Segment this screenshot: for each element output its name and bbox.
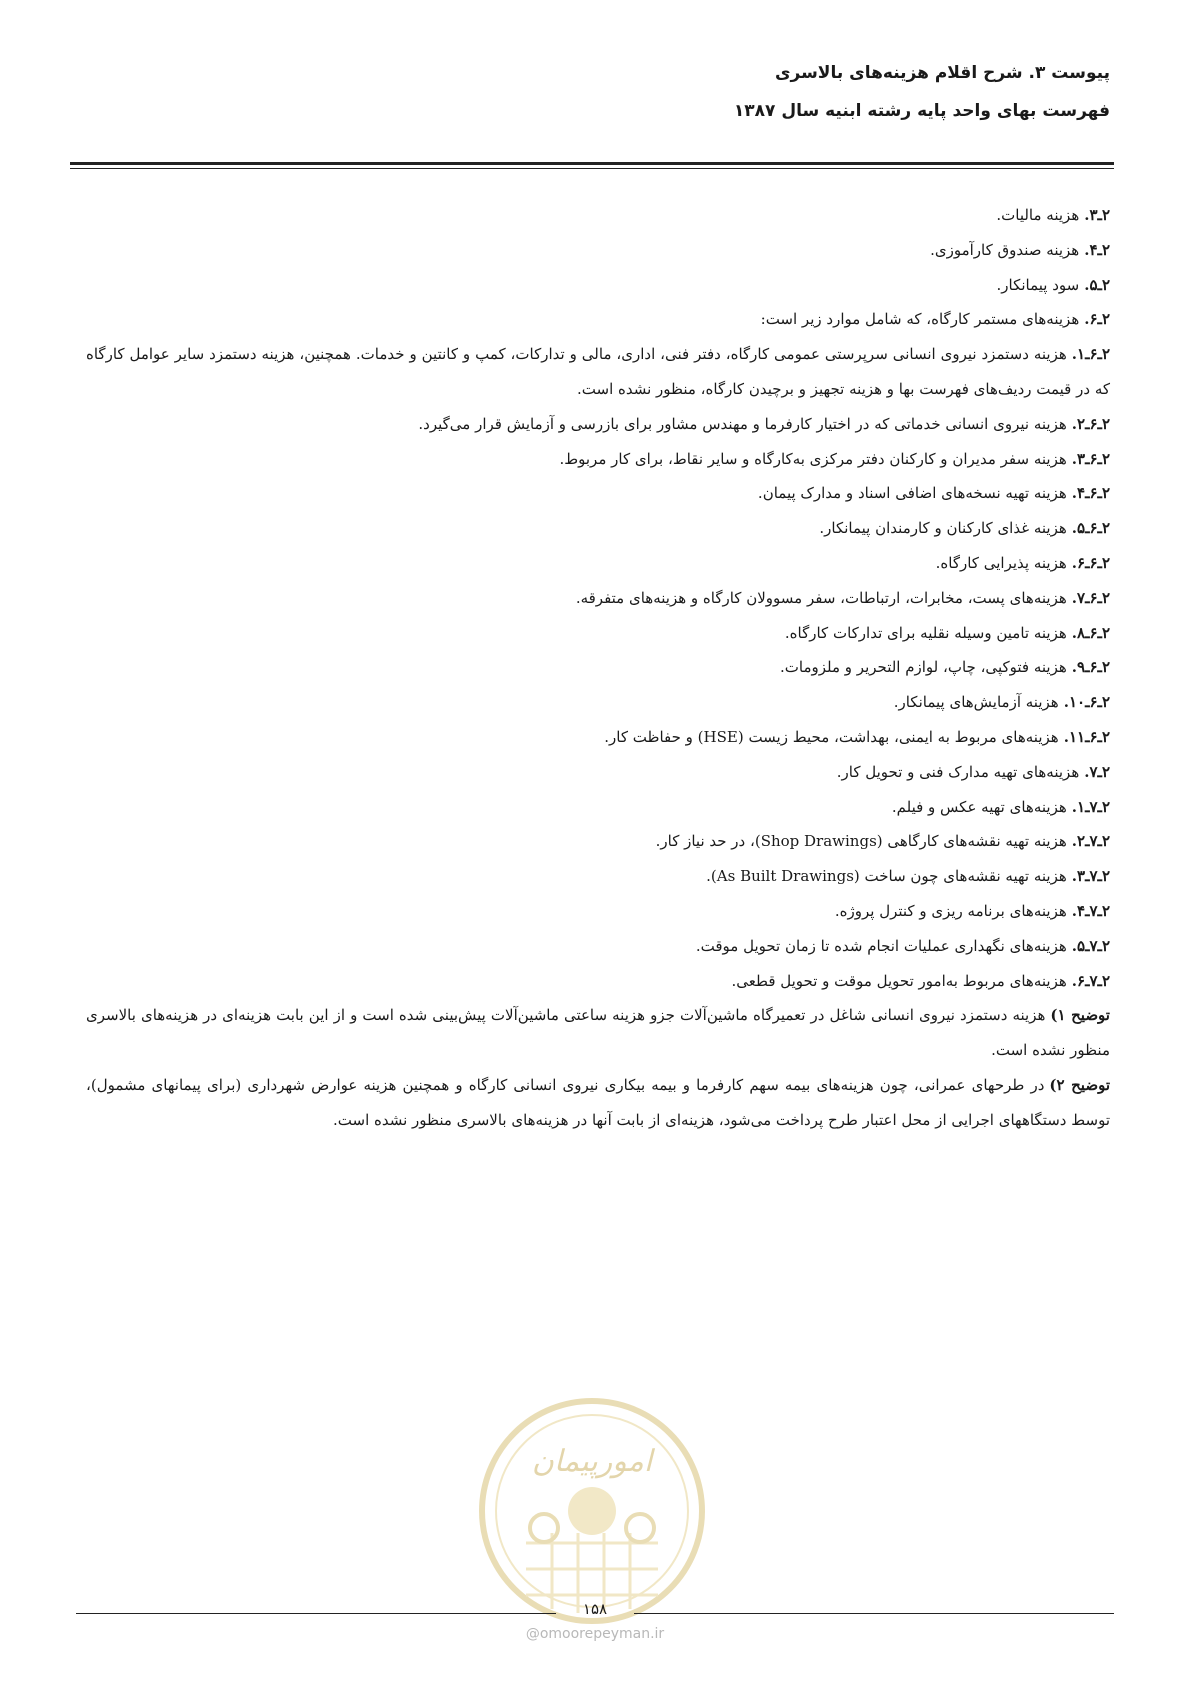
list-item: ۲ـ۶ـ۵.هزینه غذای کارکنان و کارمندان پیمانکار. xyxy=(819,519,1110,538)
header-rule xyxy=(70,162,1114,169)
list-item: ۲ـ۶.هزینه‌های مستمر کارگاه، که شامل موارد زیر است: xyxy=(760,310,1110,329)
seal-text: امورپیمان xyxy=(531,1444,653,1479)
appendix-title: پیوست ۳. شرح اقلام هزینه‌های بالاسری xyxy=(774,63,1110,83)
list-item: ۲ـ۷ـ۶.هزینه‌های مربوط به‌امور تحویل موقت و تحویل قطعی. xyxy=(731,971,1110,990)
list-item: ۲ـ۳.هزینه مالیات. xyxy=(996,206,1110,224)
page-number: ۱۵۸ xyxy=(582,1600,608,1618)
list-item: ۲ـ۷ـ۳.هزینه تهیه نقشه‌های چون ساخت (As Built Drawings). xyxy=(706,867,1110,886)
list-item: ۲ـ۷ـ۴.هزینه‌های برنامه ریزی و کنترل پروژه. xyxy=(834,901,1110,920)
list-item: ۲ـ۷ـ۱.هزینه‌های تهیه عکس و فیلم. xyxy=(891,797,1110,816)
watermark: @omoorepeyman.ir xyxy=(525,1626,665,1642)
list-item: ۲ـ۶ـ۱۱.هزینه‌های مربوط به ایمنی، بهداشت، محیط زیست (HSE) و حفاظت کار. xyxy=(604,727,1110,746)
list-item: ۲ـ۶ـ۱۰.هزینه آزمایش‌های پیمانکار. xyxy=(893,693,1110,712)
list-item: ۲ـ۷ـ۵.هزینه‌های نگهداری عملیات انجام شده تا زمان تحویل موقت. xyxy=(695,936,1110,955)
list-item: ۲ـ۶ـ۲.هزینه نیروی انسانی خدماتی که در اختیار کارفرما و مهندس مشاور برای بازرسی و آزمایش قرار می‌گیرد. xyxy=(418,414,1110,433)
list-item: ۲ـ۶ـ۹.هزینه فتوکپی، چاپ، لوازم التحریر و ملزومات. xyxy=(780,658,1110,677)
list-item: ۲ـ۶ـ۸.هزینه تامین وسیله نقلیه برای تدارکات کارگاه. xyxy=(784,623,1110,642)
list-item: ۲ـ۶ـ۳.هزینه سفر مدیران و کارکنان دفتر مرکزی به‌کارگاه و سایر نقاط، برای کار مربوط. xyxy=(559,449,1110,468)
list-item: ۲ـ۶ـ۶.هزینه پذیرایی کارگاه. xyxy=(935,553,1110,572)
list-item: ۲ـ۴.هزینه صندوق کارآموزی. xyxy=(930,240,1110,259)
list-item: ۲ـ۶ـ۴.هزینه تهیه نسخه‌های اضافی اسناد و مدارک پیمان. xyxy=(757,484,1110,503)
list-item: ۲ـ۷.هزینه‌های تهیه مدارک فنی و تحویل کار. xyxy=(836,762,1110,781)
document-title: فهرست بهای واحد پایه رشته ابنیه سال ۱۳۸۷ xyxy=(733,101,1110,121)
list-item: ۲ـ۵.سود پیمانکار. xyxy=(996,275,1110,294)
content xyxy=(86,198,1110,1138)
note-paragraph: توضیح ۲)در طرحهای عمرانی، چون هزینه‌های بیمه سهم کارفرما و بیمه بیکاری نیروی انسانی کارگاه و همچنین هزینه عوارض شهرداری (برای پیمانهای مشمول)، توسط دستگاههای اجرایی از محل اعتبار طرح پرداخت می‌شود، هزینه‌ای از بابت آنها در هزینه‌های بالاسری منظور نشده است. xyxy=(86,1075,1110,1129)
note-paragraph: توضیح ۱)هزینه دستمزد نیروی انسانی شاغل در تعمیرگاه ماشین‌آلات جزو هزینه ساعتی ماشین‌آلات پیش‌بینی شده است و از این بابت هزینه‌ای در هزینه‌های بالاسری منظور نشده است. xyxy=(86,1006,1110,1060)
list-item: ۲ـ۶ـ۱.هزینه دستمزد نیروی انسانی سرپرستی عمومی کارگاه، دفتر فنی، اداری، مالی و تدارکات، کمپ و کانتین و خدمات. همچنین، هزینه دستمزد سایر عوامل کارگاه که در قیمت ردیف‌های فهرست بها و هزینه تجهیز و برچیدن کارگاه، منظور نشده است. xyxy=(86,345,1110,398)
list-item: ۲ـ۶ـ۷.هزینه‌های پست، مخابرات، ارتباطات، سفر مسوولان کارگاه و هزینه‌های متفرقه. xyxy=(575,588,1110,607)
page-header xyxy=(74,58,1110,134)
seal-logo-icon xyxy=(474,1393,710,1629)
list-item: ۲ـ۷ـ۲.هزینه تهیه نقشه‌های کارگاهی (Shop Drawings)، در حد نیاز کار. xyxy=(655,832,1110,851)
